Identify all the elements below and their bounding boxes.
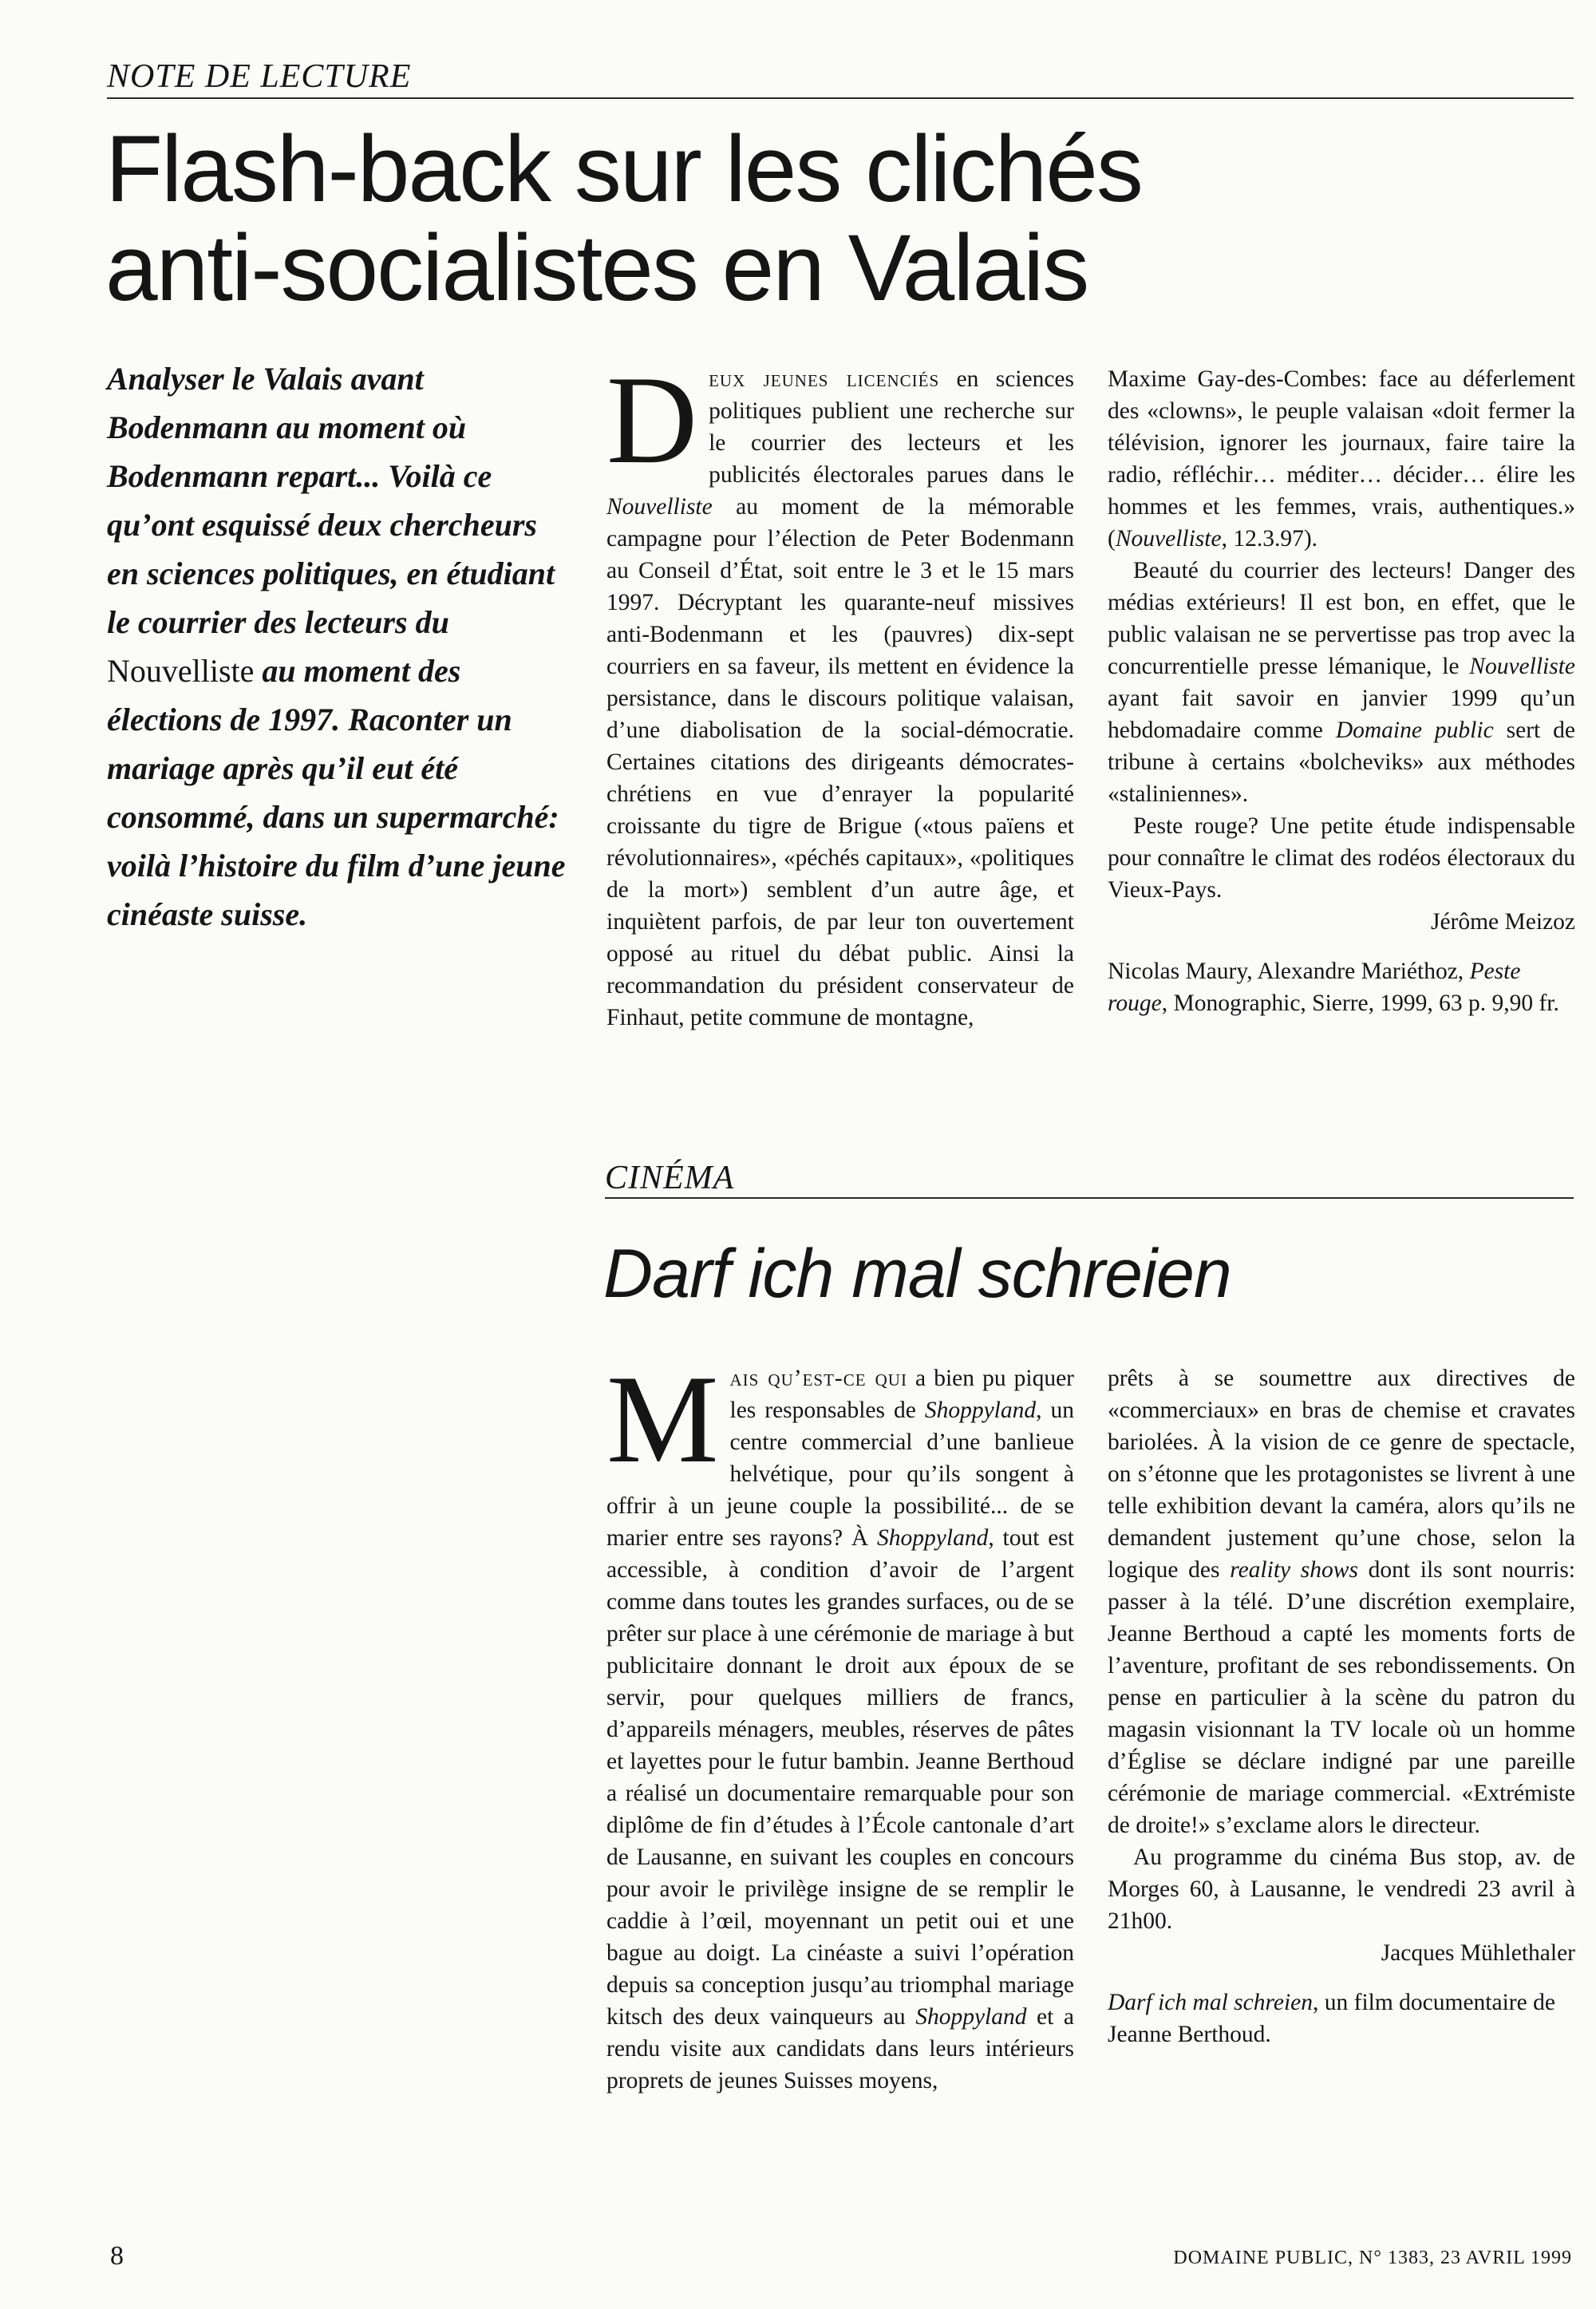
- article2-title: Darf ich mal schreien: [603, 1236, 1231, 1312]
- body-text: , un centre commercial d’une banlieue helvétique, pour qu’ils songent à offrir à un jeune couple la possibilité... de se marier entre ses rayons? À: [606, 1398, 1075, 1551]
- body-italic: Nouvelliste: [1115, 526, 1222, 552]
- author-signature: Jacques Mühlethaler: [1381, 1940, 1575, 1966]
- lead-text-1: Analyser le Valais avant Bodenmann au moment où Bodenmann repart... Voilà ce qu’ont esquissé deux chercheurs en sciences politiques, en étudiant le courrier des lecteurs du: [107, 361, 555, 640]
- article-title: [105, 117, 1142, 321]
- title-line-2: anti-socialistes en Valais: [105, 215, 1088, 321]
- body-paragraph: Au programme du cinéma Bus stop, av. de Morges 60, à Lausanne, le vendredi 23 avril à 21h00.: [1108, 1844, 1575, 1934]
- body-italic: reality shows: [1230, 1557, 1358, 1583]
- reference-italic: Peste rouge: [1108, 959, 1521, 1016]
- body-text: Beauté du courrier des lecteurs! Danger des médias extérieurs! Il est bon, en effet, que le public valaisan ne se pervertisse pas trop avec la concurrentielle presse lémanique, le: [1108, 558, 1575, 679]
- section-rule: [605, 1197, 1574, 1199]
- section-rule: [107, 97, 1574, 99]
- reference-text: , Monographic, Sierre, 1999, 63 p. 9,90 fr.: [1161, 990, 1559, 1016]
- reference-text: , un film documentaire de Jeanne Berthoud.: [1108, 1990, 1555, 2047]
- section-rubric-note-de-lecture: NOTE DE LECTURE: [107, 58, 412, 95]
- article2-column-1: [606, 1350, 1075, 2097]
- lead-paragraph: [107, 354, 566, 939]
- article1-column-1: [606, 350, 1074, 1034]
- reference-text: Nicolas Maury, Alexandre Mariéthoz,: [1108, 959, 1470, 984]
- opening-smallcaps: ais qu’est-ce qui: [729, 1366, 907, 1391]
- opening-smallcaps: eux jeunes licenciés: [709, 366, 940, 392]
- section-rubric-cinema: CINÉMA: [605, 1160, 735, 1196]
- dropcap: M: [606, 1350, 719, 1489]
- body-text: , tout est accessible, à condition d’avoir de l’argent comme dans toutes les grandes surfaces, ou de se prêter sur place à une cérémonie de mariage à but publicitaire donnant le droit aux époux de se servir, pour quelques milliers de francs, d’appareils ménagers, meubles, réserves de pâtes et layettes pour le futur bambin. Jeanne Berthoud a réalisé un documentaire remarquable pour son diplôme de fin d’études à l’École cantonale d’art de Lausanne, en suivant les couples en concours pour avoir le privilège insigne de se remplir le caddie à l’œil, moyennant un petit oui et une bague au doigt. La cinéaste a suivi l’opération depuis sa conception jusqu’au triomphal mariage kitsch des deux vainqueurs au: [606, 1525, 1074, 2030]
- body-text: ayant fait savoir en janvier 1999 qu’un hebdomadaire comme: [1108, 686, 1575, 743]
- body-italic: Nouvelliste: [1469, 654, 1575, 679]
- body-text: et a rendu visite aux candidats dans leurs intérieurs proprets de jeunes Suisses moyens,: [606, 2004, 1074, 2094]
- body-text: dont ils sont nourris: passer à la télé. D’une discrétion exemplaire, Jeanne Berthoud a capté les moments forts de l’aventure, profitant de ses rebondissements. On pense en particulier à la scène du patron du magasin visionnant la TV locale où un homme d’Église se déclare indigné par une pareille cérémonie de mariage commercial. «Extrémiste de droite!» s’exclame alors le directeur.: [1108, 1557, 1575, 1838]
- body-text: Maxime Gay-des-Combes: face au déferlement des «clowns», le peuple valaisan «doit fermer la télévision, ignorer les journaux, faire taire la radio, réfléchir… méditer… décider… élire les hommes et les femmes, vrais, authentiques.» (: [1108, 366, 1575, 552]
- body-italic: Shoppyland: [877, 1525, 989, 1551]
- body-text: en sciences politiques publient une recherche sur le courrier des lecteurs et les publicités électorales parues dans le: [709, 366, 1074, 488]
- lead-newspaper: Nouvelliste: [107, 653, 255, 689]
- dropcap: D: [606, 350, 698, 490]
- body-text: sert de tribune à certains «bolcheviks» aux méthodes «staliniennes».: [1108, 718, 1576, 807]
- reference-italic: Darf ich mal schreien: [1108, 1990, 1313, 2015]
- body-paragraph: Peste rouge? Une petite étude indispensable pour connaître le climat des rodéos électoraux du Vieux-Pays.: [1108, 813, 1575, 903]
- article1-column-2: [1108, 363, 1575, 1019]
- body-text: prêts à se soumettre aux directives de «commerciaux» en bras de chemise et cravates bariolées. À la vision de ce genre de spectacle, on s’étonne que les protagonistes se livrent à une telle exhibition devant la caméra, alors qu’ils ne demandent justement qu’une chose, selon la logique des: [1108, 1366, 1575, 1583]
- body-text: au moment de la mémorable campagne pour l’élection de Peter Bodenmann au Conseil d’État, soit entre le 3 et le 15 mars 1997. Décryptant les quarante-neuf missives anti-Bodenmann et les (pauvres) dix-sept courriers en sa faveur, ils mettent en évidence la persistance, dans le discours politique valaisan, d’une diabolisation de la social-démocratie. Certaines citations des dirigeants démocrates-chrétiens en vue d’enrayer la popularité croissante du tigre de Brigue («tous païens et révolutionnaires», «péchés capitaux», «politiques de la mort») semblent d’un autre âge, et inquiètent parfois, de par leur ton ouvertement opposé au rituel du débat public. Ainsi la recommandation du président conservateur de Finhaut, petite commune de montagne,: [606, 494, 1074, 1030]
- body-italic: Shoppyland: [924, 1398, 1037, 1423]
- body-italic: Nouvelliste: [606, 494, 713, 520]
- publication-footer: DOMAINE PUBLIC, N° 1383, 23 AVRIL 1999: [1173, 2248, 1572, 2268]
- title-line-1: Flash-back sur les clichés: [105, 117, 1142, 222]
- author-signature: Jérôme Meizoz: [1430, 909, 1575, 935]
- lead-text-2: au moment des élections de 1997. Raconter un mariage après qu’il eut été consommé, dans un supermarché: voilà l’histoire du film d’une jeune cinéaste suisse.: [107, 653, 566, 932]
- body-text: , 12.3.97).: [1221, 526, 1318, 552]
- page-number: 8: [110, 2241, 124, 2271]
- body-text: a bien pu piquer les responsables de: [729, 1366, 1075, 1423]
- body-italic: Domaine public: [1335, 718, 1494, 743]
- body-italic: Shoppyland: [915, 2004, 1027, 2030]
- article2-column-2: [1108, 1362, 1575, 2050]
